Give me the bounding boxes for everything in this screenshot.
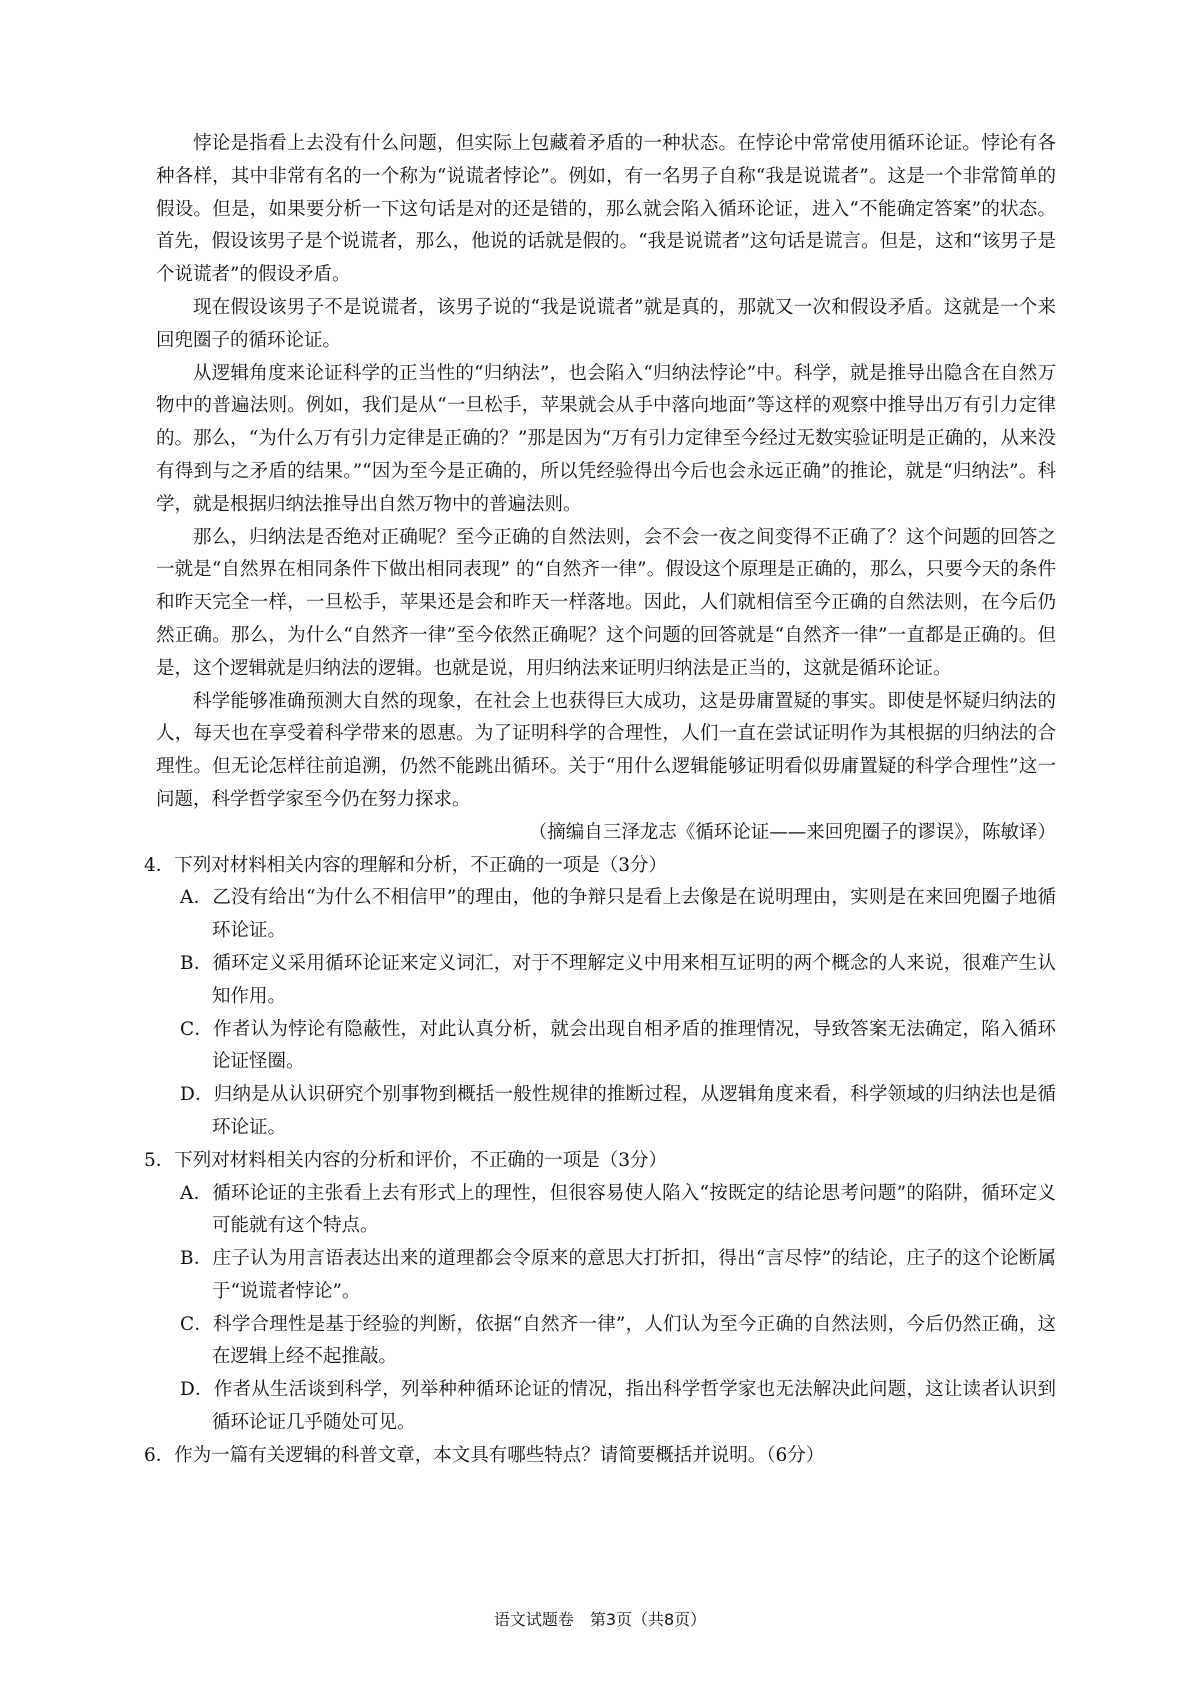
option-b: B．庄子认为用言语表达出来的道理都会令原来的意思大打折扣，得出“言尽悖”的结论，庄子的这个论断属于“说谎者悖论”。 [180,1248,1056,1302]
option-a: A．乙没有给出“为什么不相信甲”的理由，他的争辩只是看上去像是在说明理由，实则是在来回兜圈子地循环论证。 [180,887,1056,942]
option-c: C．科学合理性是基于经验的判断，依据“自然齐一律”，人们认为至今正确的自然法则，今后仍然正确，这在逻辑上经不起推敲。 [180,1313,1056,1368]
passage-paragraph-1: 悖论是指看上去没有什么问题，但实际上包藏着矛盾的一种状态。在悖论中常常使用循环论证。悖论有各种各样，其中非常有名的一个称为“说谎者悖论”。例如，有一名男子自称“我是说谎者”。这是一个非常简单的假设。但是，如果要分析一下这句话是对的还是错的，那么就会陷入循环论证，进入“不能确定答案”的状态。首先，假设该男子是个说谎者，那么，他说的话就是假的。“我是说谎者”这句话是谎言。但是，这和“该男子是个说谎者”的假设矛盾。 [156,133,1056,286]
question-4 [144,850,1056,1145]
passage-paragraph-5: 科学能够准确预测大自然的现象，在社会上也获得巨大成功，这是毋庸置疑的事实。即使是怀疑归纳法的人，每天也在享受着科学带来的恩惠。为了证明科学的合理性，人们一直在尝试证明作为其根据的归纳法的合理性。但无论怎样往前追溯，仍然不能跳出循环。关于“用什么逻辑能够证明看似毋庸置疑的科学合理性”这一问题，科学哲学家至今仍在努力探求。 [156,690,1056,810]
option-b: B．循环定义采用循环论证来定义词汇，对于不理解定义中用来相互证明的两个概念的人来说，很难产生认知作用。 [180,952,1056,1007]
option-c: C．作者认为悖论有隐蔽性，对此认真分析，就会出现自相矛盾的推理情况，导致答案无法确定，陷入循环论证怪圈。 [180,1018,1056,1073]
passage-paragraph-2: 现在假设该男子不是说谎者，该男子说的“我是说谎者”就是真的，那就又一次和假设矛盾。这就是一个来回兜圈子的循环论证。 [156,296,1056,351]
exam-page [144,128,1056,1473]
question-5 [144,1145,1056,1440]
passage-paragraph-4: 那么，归纳法是否绝对正确呢？至今正确的自然法则，会不会一夜之间变得不正确了？这个问题的回答之一就是“自然界在相同条件下做出相同表现” 的“自然齐一律”。假设这个原理是正确的，那么，只要今天的条件和昨天完全一样，一旦松手，苹果还是会和昨天一样落地。因此，人们就相信至今正确的自然法则，在今后仍然正确。那么，为什么“自然齐一律”至今依然正确呢？这个问题的回答就是“自然齐一律”一直都是正确的。但是，这个逻辑就是归纳法的逻辑。也就是说，用归纳法来证明归纳法是正当的，这就是循环论证。 [156,526,1056,679]
option-a: A．循环论证的主张看上去有形式上的理性，但很容易使人陷入“按既定的结论思考问题”的陷阱，循环定义可能就有这个特点。 [180,1182,1056,1237]
question-stem: 4．下列对材料相关内容的理解和分析，不正确的一项是（3分） [144,854,668,876]
option-d: D．作者从生活谈到科学，列举种种循环论证的情况，指出科学哲学家也无法解决此问题，这让读者认识到循环论证几乎随处可见。 [180,1379,1056,1434]
question-stem: 5．下列对材料相关内容的分析和评价，不正确的一项是（3分） [144,1149,668,1171]
option-d: D．归纳是从认识研究个别事物到概括一般性规律的推断过程，从逻辑角度来看，科学领域的归纳法也是循环论证。 [180,1084,1056,1138]
page-footer: 语文试题卷 第3页（共8页） [493,1610,707,1629]
question-6 [144,1440,1056,1473]
question-stem: 6．作为一篇有关逻辑的科普文章，本文具有哪些特点？请简要概括并说明。（6分） [144,1444,825,1466]
passage-source-citation: （摘编自三泽龙志《循环论证——来回兜圈子的谬误》，陈敏译） [528,821,1056,843]
passage-paragraph-3: 从逻辑角度来论证科学的正当性的“归纳法”，也会陷入“归纳法悖论”中。科学，就是推导出隐含在自然万物中的普遍法则。例如，我们是从“一旦松手，苹果就会从手中落向地面”等这样的观察中推导出万有引力定律的。那么，“为什么万有引力定律是正确的？”那是因为“万有引力定律至今经过无数实验证明是正确的，从来没有得到与之矛盾的结果。”“因为至今是正确的，所以凭经验得出今后也会永远正确”的推论，就是“归纳法”。科学，就是根据归纳法推导出自然万物中的普遍法则。 [156,362,1056,515]
reading-passage [156,128,1056,850]
